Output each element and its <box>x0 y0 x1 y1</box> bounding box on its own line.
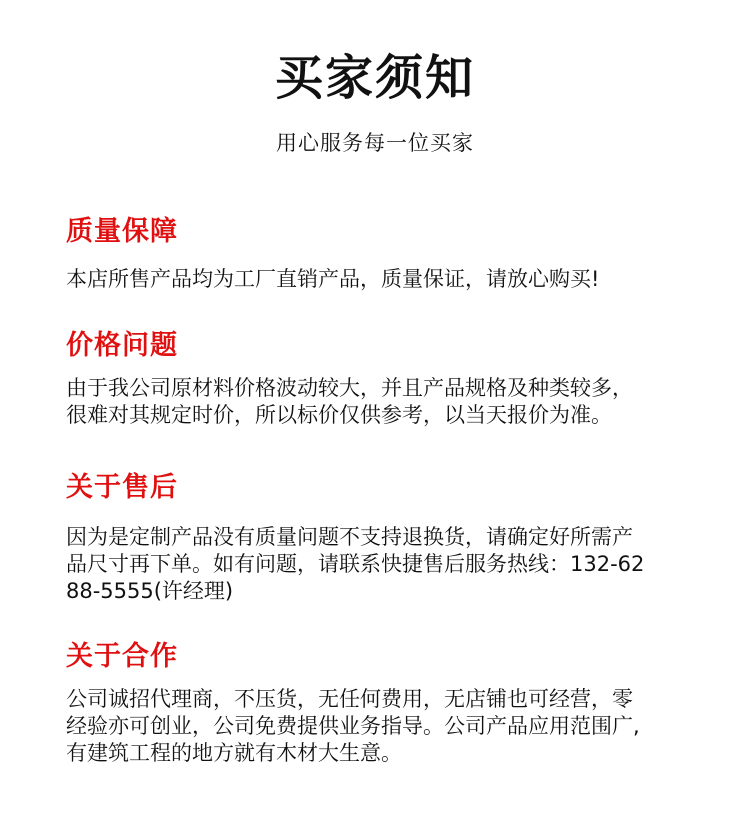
section-quality-line: 本店所售产品均为工厂直销产品，质量保证，请放心购买! <box>66 267 600 291</box>
section-quality-heading: 质量保障 <box>66 216 178 247</box>
section-cooperation-body <box>66 686 726 767</box>
section-aftersale-line: 因为是定制产品没有质量问题不支持退换货，请确定好所需产 <box>66 525 633 549</box>
section-cooperation-line: 经验亦可创业，公司免费提供业务指导。公司产品应用范围广, <box>66 714 640 738</box>
section-quality-body <box>66 266 726 293</box>
section-aftersale-line: 品尺寸再下单。如有问题，请联系快捷售后服务热线：132-62 <box>66 552 645 576</box>
page-subtitle: 用心服务每一位买家 <box>276 131 474 155</box>
section-cooperation-line: 有建筑工程的地方就有木材大生意。 <box>66 741 402 765</box>
page-title: 买家须知 <box>274 50 475 106</box>
section-aftersale-line: 88-5555(许经理) <box>66 579 234 603</box>
section-price-line: 由于我公司原材料价格波动较大，并且产品规格及种类较多， <box>66 376 633 400</box>
section-cooperation-heading: 关于合作 <box>66 641 178 672</box>
section-price-line: 很难对其规定时价，所以标价仅供参考，以当天报价为准。 <box>66 403 612 427</box>
section-cooperation-line: 公司诚招代理商，不压货，无任何费用，无店铺也可经营，零 <box>66 687 633 711</box>
section-price-heading: 价格问题 <box>66 330 178 361</box>
section-aftersale-body <box>66 524 726 605</box>
section-aftersale-heading: 关于售后 <box>66 472 178 503</box>
section-price-body <box>66 375 726 429</box>
